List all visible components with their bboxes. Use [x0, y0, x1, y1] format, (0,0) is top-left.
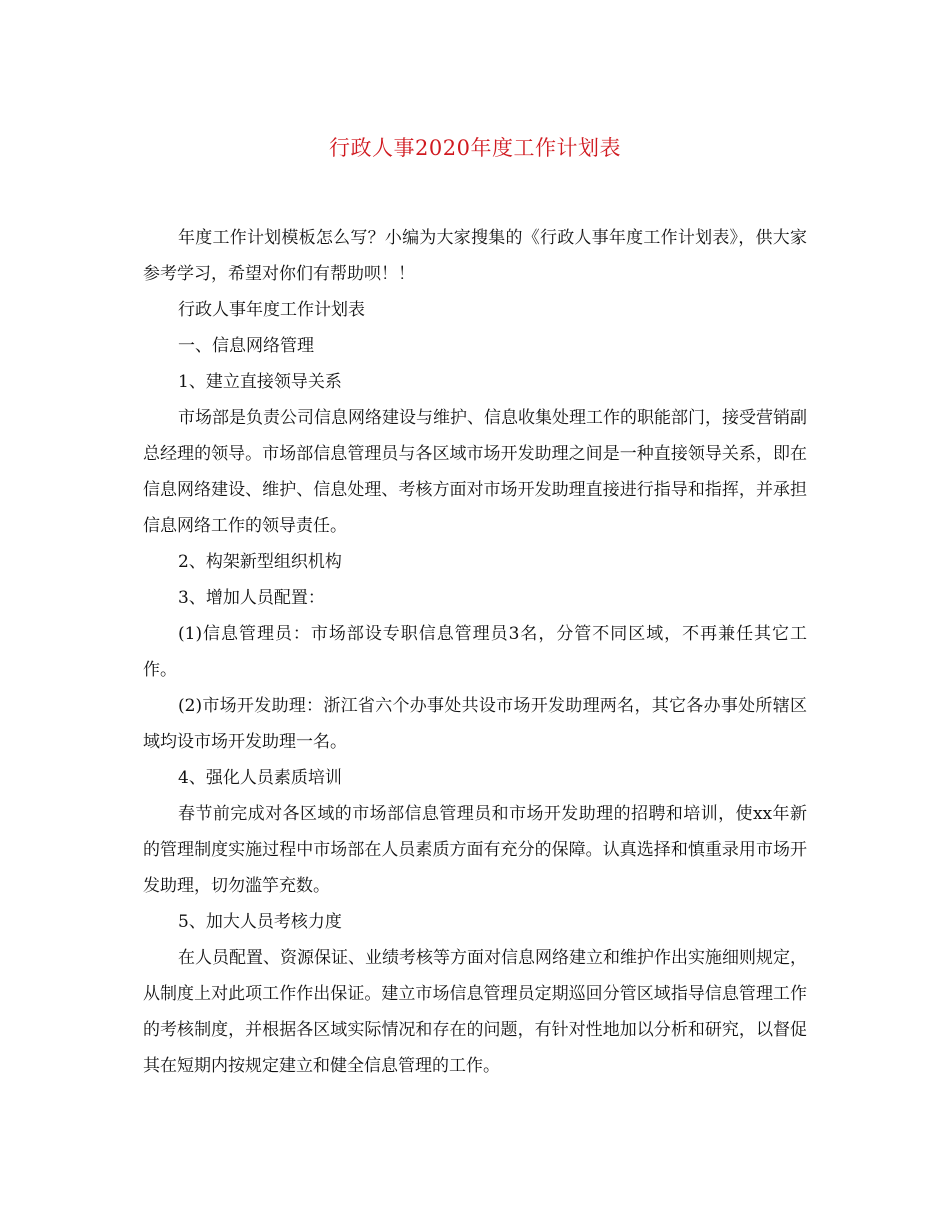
- subheading-leadership: 1、建立直接领导关系: [178, 372, 342, 392]
- paragraph-leadership: 市场部是负责公司信息网络建设与维护、信息收集处理工作的职能部门，接受营销副总经理的领导。市场部信息管理员与各区域市场开发助理之间是一种直接领导关系，即在信息网络建设、维护、信息处理、考核方面对市场开发助理直接进行指导和指挥，并承担信息网络工作的领导责任。: [143, 408, 807, 536]
- document-body: [143, 220, 807, 1084]
- document-title: 行政人事2020年度工作计划表: [329, 136, 621, 160]
- subheading-organization: 2、构架新型组织机构: [178, 552, 342, 572]
- subheading-staffing: 3、增加人员配置：: [178, 588, 325, 608]
- list-item-market-assistant: (2)市场开发助理：浙江省六个办事处共设市场开发助理两名，其它各办事处所辖区域均设市场开发助理一名。: [143, 696, 807, 752]
- paragraph-assessment: 在人员配置、资源保证、业绩考核等方面对信息网络建立和维护作出实施细则规定，从制度上对此项工作作出保证。建立市场信息管理员定期巡回分管区域指导信息管理工作的考核制度，并根据各区域实际情况和存在的问题，有针对性地加以分析和研究，以督促其在短期内按规定建立和健全信息管理的工作。: [143, 948, 807, 1076]
- section-title: 行政人事年度工作计划表: [178, 300, 365, 320]
- paragraph-training: 春节前完成对各区域的市场部信息管理员和市场开发助理的招聘和培训，使xx年新的管理制度实施过程中市场部在人员素质方面有充分的保障。认真选择和慎重录用市场开发助理，切勿滥竽充数。: [143, 804, 807, 896]
- subheading-assessment: 5、加大人员考核力度: [178, 912, 342, 932]
- subheading-training: 4、强化人员素质培训: [178, 768, 342, 788]
- heading-info-network: 一、信息网络管理: [178, 336, 314, 356]
- intro-paragraph: 年度工作计划模板怎么写？小编为大家搜集的《行政人事年度工作计划表》，供大家参考学习，希望对你们有帮助呗！！: [143, 228, 807, 284]
- list-item-info-manager: (1)信息管理员：市场部设专职信息管理员3名，分管不同区域，不再兼任其它工作。: [143, 624, 807, 680]
